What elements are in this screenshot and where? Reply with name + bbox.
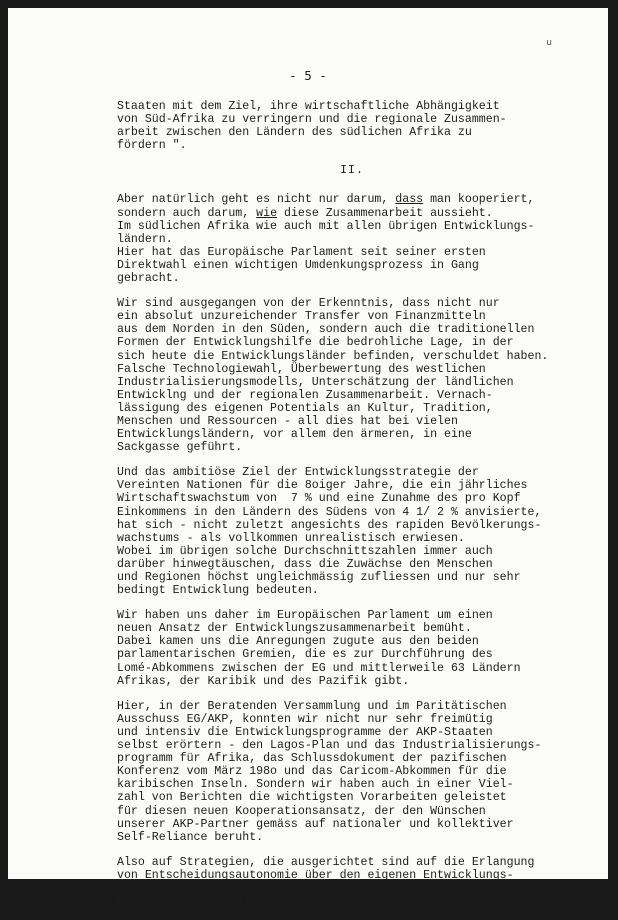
document-page [8, 8, 608, 909]
text-line: selbst erörtern - den Lagos-Plan und das Industrialisierungs- [117, 739, 542, 753]
text-line: Einkommens in den Ländern des Südens von 4 1/ 2 % anvisierte, [117, 505, 542, 519]
text-line: zahl von Berichten die wichtigsten Vorarbeiten geleistet [117, 791, 507, 805]
paragraph-5 [117, 609, 587, 688]
text-line: hat sich - nicht zuletzt angesichts des rapiden Bevölkerungs- [117, 518, 542, 532]
text-line: Hier hat das Europäische Parlament seit seiner ersten [117, 245, 486, 259]
text-line: arbeit zwischen den Ländern des südlichen Afrika zu [117, 126, 472, 140]
paragraph-1 [117, 100, 587, 152]
text-line: prozess. Auf die Partizipation der Bevölkerung an diesen [117, 881, 507, 895]
text-line: Aber natürlich geht es nicht nur darum, dass man kooperiert, [117, 193, 535, 207]
text-line: Falsche Technologiewahl, Überbewertung des westlichen [117, 362, 486, 376]
text-line: Vereinten Nationen für die 8oiger Jahre, die ein jährliches [117, 479, 528, 493]
text-line: Formen der Entwicklungshilfe die bedrohliche Lage, in der [117, 336, 514, 350]
text-line: Und das ambitiöse Ziel der Entwicklungsstrategie der [117, 466, 479, 480]
text-line: Staaten mit dem Ziel, ihre wirtschaftliche Abhängigkeit [117, 100, 500, 113]
text-line: Self-Reliance beruht. [117, 830, 264, 844]
underlined-word: wie [256, 206, 278, 220]
text-line: ländern. [117, 232, 173, 246]
text-line: von Süd-Afrika zu verringern und die regionale Zusammen- [117, 113, 507, 127]
text-line: Afrikas, der Karibik und des Pazifik gibt. [117, 674, 410, 688]
text-line: Industrialisierungsmodells, Unterschätzung der ländlichen [117, 375, 514, 389]
text-line: bedingt Entwicklung bedeuten. [117, 584, 319, 598]
text-line: Entscheidungen. Und zwar sowohl im lokalen als auch im [117, 895, 493, 909]
text-line: Direktwahl einen wichtigen Umdenkungsprozess in Gang [117, 258, 479, 272]
text-line: Hier, in der Beratenden Versammlung und im Paritätischen [117, 699, 507, 713]
text-line: Im südlichen Afrika wie auch mit allen übrigen Entwicklungs- [117, 219, 535, 233]
text-line: aus dem Norden in den Süden, sondern auch die traditionellen [117, 323, 535, 337]
text-line: karibischen Inseln. Sondern wir haben auch in einer Viel- [117, 778, 514, 792]
text-line: programm für Afrika, das Schlussdokument der pazifischen [117, 752, 507, 766]
text-line: neuen Ansatz der Entwicklungszusammenarbeit bemüht. [117, 622, 472, 636]
text-line: und intensiv die Entwicklungsprogramme der AKP-Staaten [117, 725, 493, 739]
text-line: fördern ". [117, 139, 187, 153]
text-line: Konferenz vom März 198o und das Caricom-Abkommen für die [117, 765, 507, 779]
text-line: wachstums - als vollkommen unrealistisch erwiesen. [117, 531, 465, 545]
section-heading: II. [340, 164, 364, 178]
paragraph-2 [117, 193, 587, 285]
text-line: ein absolut unzureichender Transfer von Finanzmitteln [117, 310, 486, 324]
page-number: - 5 - [289, 68, 327, 83]
text-line: Sackgasse geführt. [117, 441, 243, 455]
text-line: Wir haben uns daher im Europäischen Parlament um einen [117, 609, 493, 623]
body-text [117, 100, 587, 920]
text-line: Wir sind ausgegangen von der Erkenntnis, dass nicht nur [117, 297, 500, 311]
text-line: Lomé-Abkommens zwischen der EG und mittlerweile 63 Ländern [117, 661, 521, 675]
paragraph-4 [117, 466, 587, 597]
text-line: darüber hinwegtäuschen, dass die Zuwächse den Menschen [117, 557, 493, 571]
text-line: Dabei kamen uns die Anregungen zugute aus den beiden [117, 635, 479, 649]
text-line: Entwicklungsländern, vor allem den ärmeren, in eine [117, 428, 472, 442]
text-line: Also auf Strategien, die ausgerichtet sind auf die Erlangung [117, 855, 535, 869]
text-line: Wobei im übrigen solche Durchschnittszahlen immer auch [117, 544, 493, 558]
text-line: unserer AKP-Partner gemäss auf nationaler und kollektiver [117, 817, 514, 831]
text-line: und Regionen höchst ungleichmässig zufliessen und nur sehr [117, 571, 521, 584]
text-line: Wirtschaftswachstum von 7 % und eine Zunahme des pro Kopf [117, 492, 521, 506]
text-line: Entwicklng und der regionalen Zusammenarbeit. Vernach- [117, 388, 493, 402]
text-line: lässigung des eigenen Potentials an Kultur, Tradition, [117, 401, 493, 415]
corner-mark: u [546, 38, 552, 48]
text-line: von Entscheidungsautonomie über den eigenen Entwicklungs- [117, 868, 514, 882]
paragraph-7 [117, 856, 587, 908]
text-line: für diesen neuen Kooperationsansatz, der den Wünschen [117, 804, 486, 818]
text-line: sondern auch darum, wie diese Zusammenarbeit aussieht. [117, 206, 493, 220]
underlined-word: dass [395, 193, 424, 207]
paragraph-6 [117, 700, 587, 844]
text-line: gebracht. [117, 272, 180, 286]
text-line: Menschen und Ressourcen - all dies hat bei vielen [117, 414, 458, 428]
text-line: Ausschuss EG/AKP, konnten wir nicht nur sehr freimütig [117, 712, 493, 726]
text-line: parlamentarischen Gremien, die es zur Durchführung des [117, 648, 493, 662]
paragraph-3 [117, 297, 587, 454]
text-line: sich heute die Entwicklungsländer befinden, verschuldet haben. [117, 349, 549, 363]
